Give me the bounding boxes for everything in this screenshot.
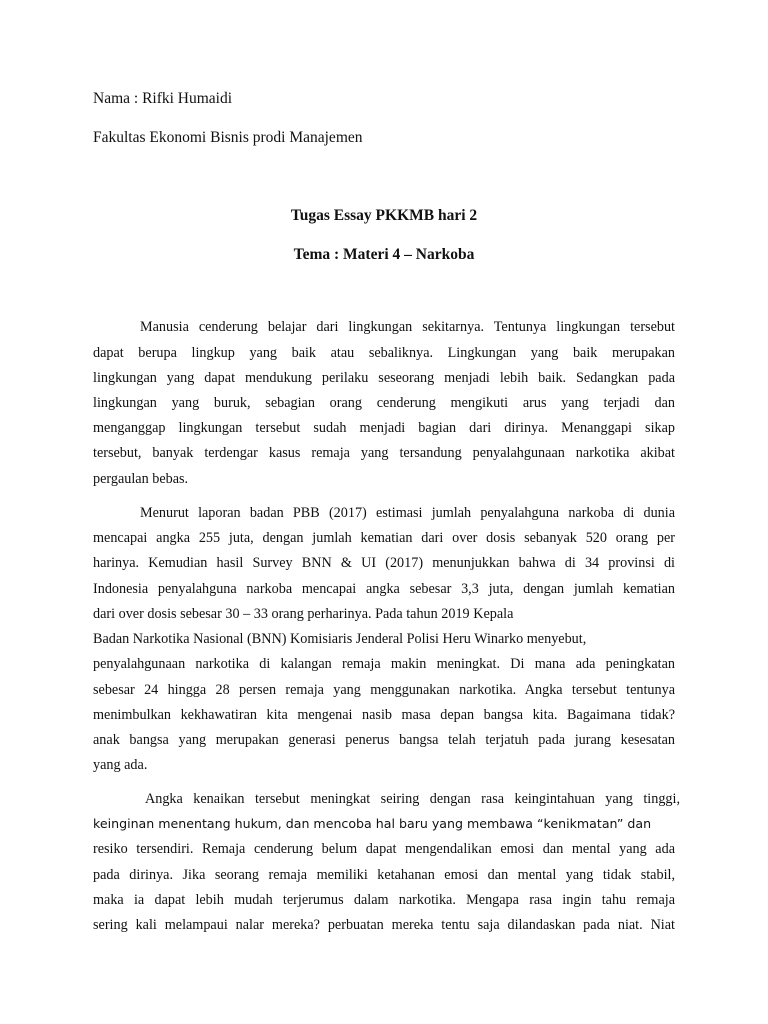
paragraph-2-line-3: harinya. Kemudian hasil Survey BNN & UI (2017) menunjukkan bahwa di 34 provinsi di [93,555,675,571]
essay-title: Tugas Essay PKKMB hari 2 [290,207,478,224]
paragraph-3-line-5: maka ia dapat lebih mudah terjerumus dalam narkotika. Mengapa rasa ingin tahu remaja [93,892,675,908]
essay-theme: Tema : Materi 4 – Narkoba [293,246,475,263]
paragraph-2-line-8: sebesar 24 hingga 28 persen remaja yang menggunakan narkotika. Angka tersebut tentunya [93,682,675,698]
faculty-line: Fakultas Ekonomi Bisnis prodi Manajemen [93,129,363,146]
paragraph-1-line-7: pergaulan bebas. [93,471,189,487]
paragraph-3-line-1: Angka kenaikan tersebut meningkat seiring dengan rasa keingintahuan yang tinggi, [145,791,680,807]
paragraph-1-line-6: tersebut, banyak terdengar kasus remaja yang tersandung penyalahgunaan narkotika akibat [93,445,675,461]
paragraph-1-line-5: menganggap lingkungan tersebut sudah menjadi bagian dari dirinya. Menanggapi sikap [93,420,675,436]
paragraph-2-line-7: penyalahgunaan narkotika di kalangan remaja makin meningkat. Di mana ada peningkatan [93,656,675,672]
paragraph-2-line-9: menimbulkan kekhawatiran kita mengenai nasib masa depan bangsa kita. Bagaimana tidak? [93,707,675,723]
paragraph-2-line-11: yang ada. [93,757,148,773]
paragraph-1-line-2: dapat berupa lingkup yang baik atau sebaliknya. Lingkungan yang baik merupakan [93,345,675,361]
paragraph-1-line-1: Manusia cenderung belajar dari lingkungan sekitarnya. Tentunya lingkungan tersebut [140,319,675,335]
paragraph-1-line-3: lingkungan yang dapat mendukung perilaku seseorang menjadi lebih baik. Sedangkan pada [93,370,675,386]
paragraph-1-line-4: lingkungan yang buruk, sebagian orang cenderung mengikuti arus yang terjadi dan [93,395,675,411]
paragraph-2-line-10: anak bangsa yang merupakan generasi penerus bangsa telah terjatuh pada jurang kesesatan [93,732,675,748]
author-name-line: Nama : Rifki Humaidi [93,90,233,107]
paragraph-3-line-6: sering kali melampaui nalar mereka? perbuatan mereka tentu saja dilandaskan pada niat. Niat [93,917,675,933]
paragraph-2-line-1: Menurut laporan badan PBB (2017) estimasi jumlah penyalahguna narkoba di dunia [140,505,675,521]
paragraph-3-line-4: pada dirinya. Jika seorang remaja memiliki ketahanan emosi dan mental yang tidak stabil, [93,867,675,883]
paragraph-2-line-5: dari over dosis sebesar 30 – 33 orang perharinya. Pada tahun 2019 Kepala [93,606,514,622]
paragraph-2-line-6: Badan Narkotika Nasional (BNN) Komisiaris Jenderal Polisi Heru Winarko menyebut, [93,631,587,647]
paragraph-2-line-2: mencapai angka 255 juta, dengan jumlah kematian dari over dosis sebanyak 520 orang per [93,530,675,546]
paragraph-3-line-2: keinginan menentang hukum, dan mencoba hal baru yang membawa “kenikmatan” dan [93,816,652,831]
paragraph-3-line-3: resiko tersendiri. Remaja cenderung belum dapat mengendalikan emosi dan mental yang ada [93,841,675,857]
paragraph-2-line-4: Indonesia penyalahguna narkoba mencapai angka sebesar 3,3 juta, dengan jumlah kematian [93,581,675,597]
